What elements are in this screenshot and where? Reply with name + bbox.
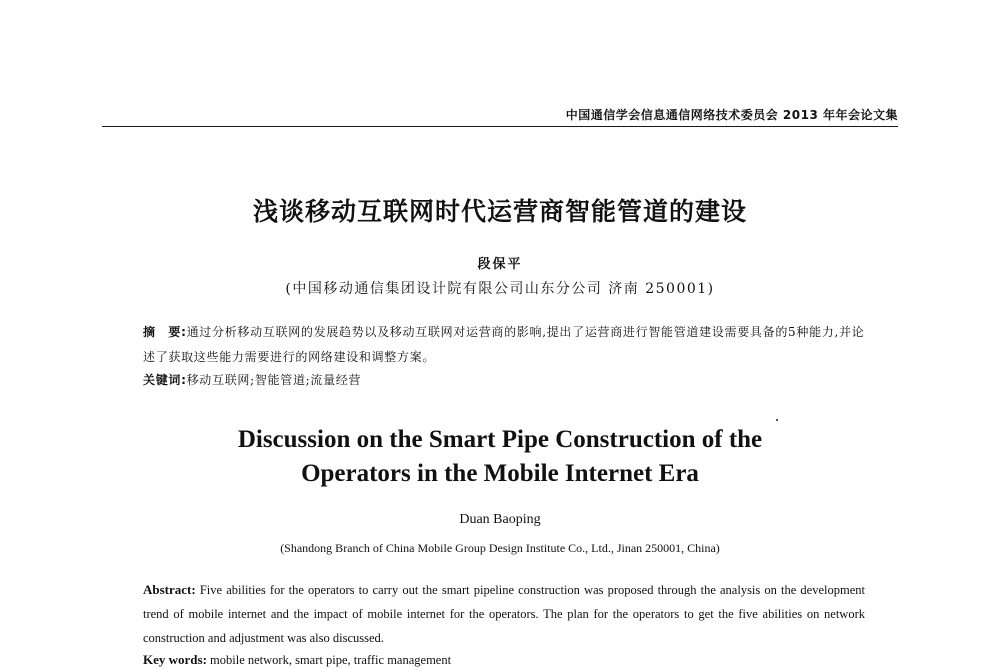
chinese-abstract-text: 通过分析移动互联网的发展趋势以及移动互联网对运营商的影响,提出了运营商进行智能管道建设需要具备的5种能力,并论述了获取这些能力需要进行的网络建设和调整方案。	[143, 325, 865, 364]
english-affiliation: (Shandong Branch of China Mobile Group Design Institute Co., Ltd., Jinan 250001, China)	[280, 541, 720, 555]
chinese-keywords-label: 关键词:	[143, 373, 187, 387]
chinese-title: 浅谈移动互联网时代运营商智能管道的建设	[252, 197, 747, 226]
chinese-abstract-label: 摘 要:	[143, 325, 187, 339]
english-author: Duan Baoping	[459, 512, 541, 527]
chinese-keywords-text: 移动互联网;智能管道;流量经营	[186, 373, 362, 387]
english-keywords	[143, 651, 865, 669]
english-abstract	[143, 578, 865, 650]
chinese-author: 段保平	[477, 257, 523, 272]
english-abstract-label: Abstract:	[143, 582, 196, 597]
chinese-keywords	[143, 370, 865, 390]
english-keywords-label: Key words:	[143, 652, 207, 667]
english-abstract-text: Five abilities for the operators to carry out the smart pipeline construction was proposed through the analysis on the development trend of mobile internet and the impact of mobile internet for the operators. The plan for the operators to get the five abilities on network construction and adjustment was also discussed.	[143, 583, 865, 645]
english-title	[0, 423, 1000, 491]
english-title-line-2: Operators in the Mobile Internet Era	[301, 460, 699, 487]
english-title-line-1: Discussion on the Smart Pipe Construction of the	[237, 426, 763, 453]
scan-speck	[776, 419, 778, 421]
chinese-affiliation: (中国移动通信集团设计院有限公司山东分公司 济南 250001)	[285, 281, 715, 297]
header-rule	[102, 126, 898, 127]
chinese-abstract	[143, 320, 865, 370]
english-keywords-text: mobile network, smart pipe, traffic management	[210, 653, 452, 667]
running-header: 中国通信学会信息通信网络技术委员会 2013 年年会论文集	[565, 108, 898, 122]
